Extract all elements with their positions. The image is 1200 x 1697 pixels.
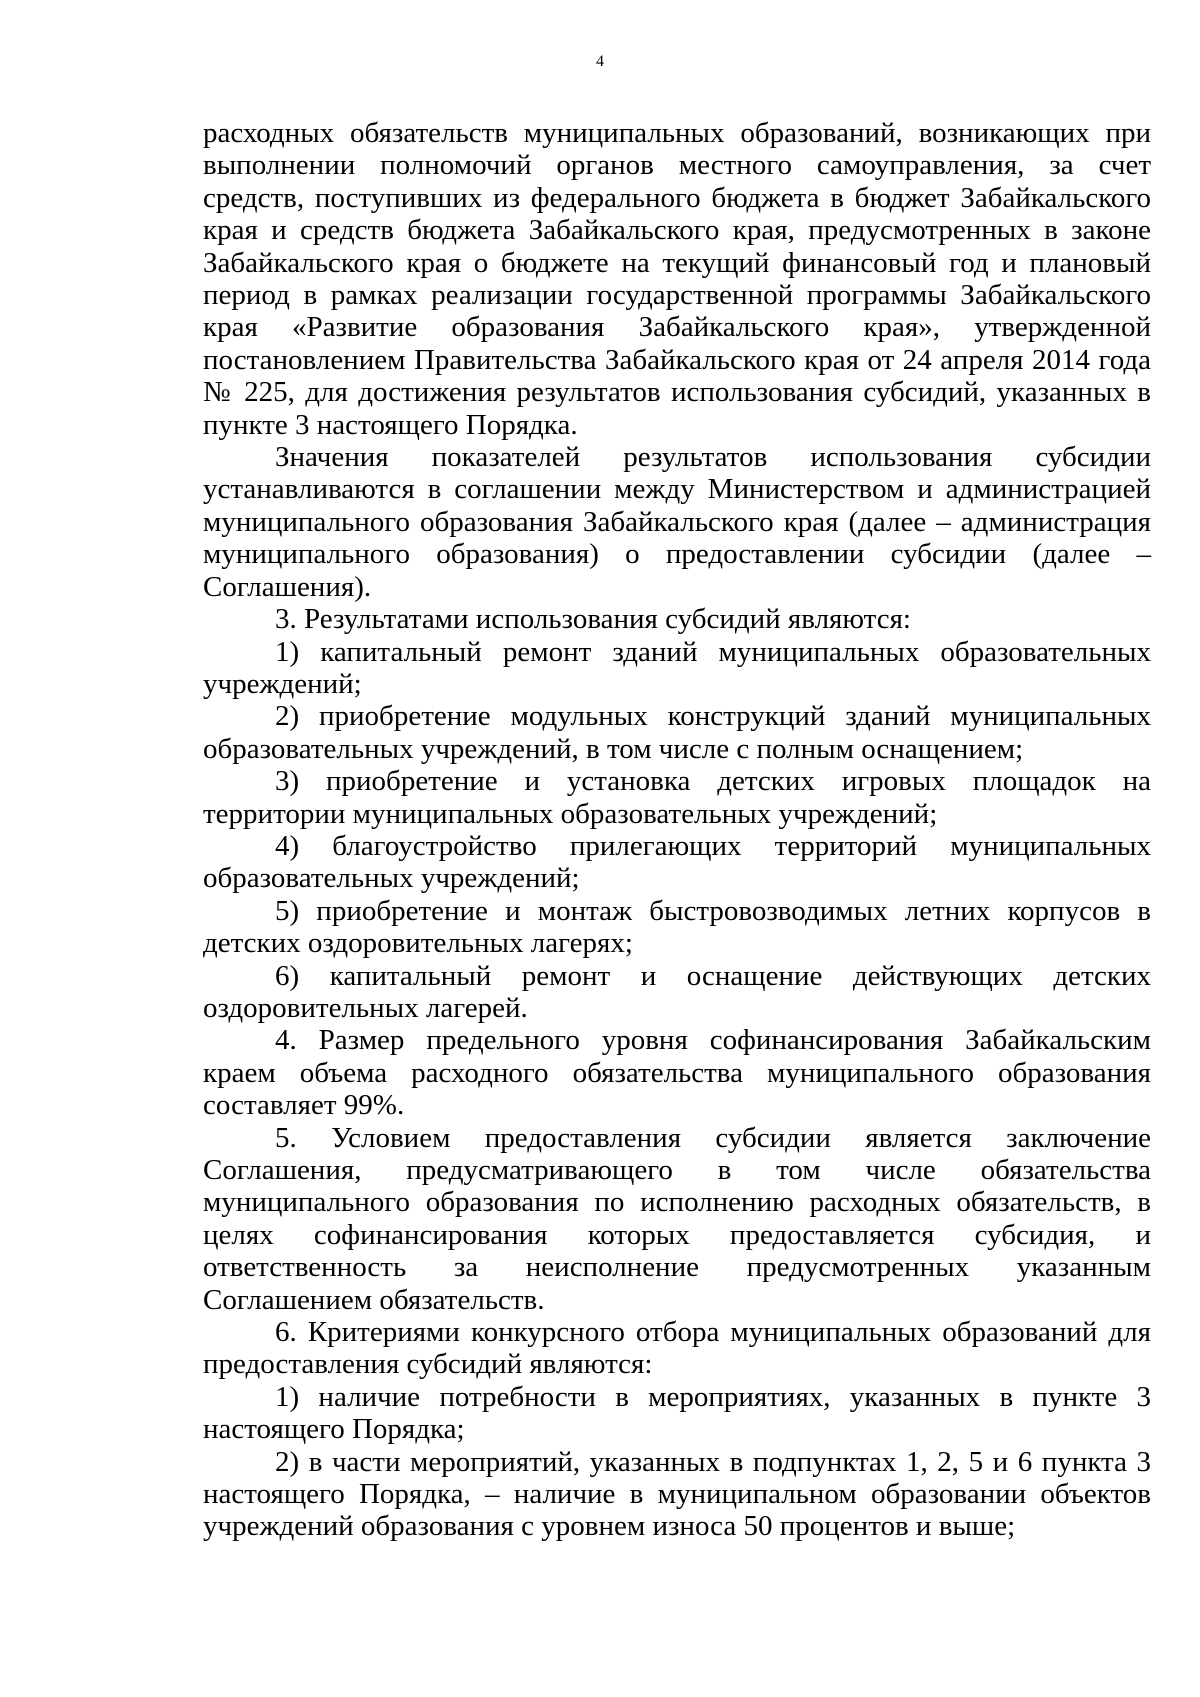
- paragraph-item-6-1: 1) наличие потребности в мероприятиях, указанных в пункте 3 настоящего Порядка;: [203, 1380, 1151, 1446]
- paragraph-item-3-1: 1) капитальный ремонт зданий муниципальных образовательных учреждений;: [203, 635, 1151, 700]
- paragraph-continuation: расходных обязательств муниципальных образований, возникающих при выполнении полномочий органов местного самоуправления, за счет средств, поступивших из федерального бюджета в бюджет Забайкальского края и средств бюджета Забайкальского края, предусмотренных в законе Забайкальского края о бюджете на текущий финансовый год и плановый период в рамках реализации государственной программы Забайкальского края «Развитие образования Забайкальского края», утвержденной постановлением Правительства Забайкальского края от 24 апреля 2014 года № 225, для достижения результатов использования субсидий, указанных в пункте 3 настоящего Порядка.: [203, 117, 1151, 441]
- paragraph-item-3-3: 3) приобретение и установка детских игровых площадок на территории муниципальных образовательных учреждений;: [203, 765, 1151, 830]
- paragraph-item-3-6: 6) капитальный ремонт и оснащение действующих детских оздоровительных лагерей.: [203, 959, 1151, 1024]
- paragraph-item-3-2: 2) приобретение модульных конструкций зданий муниципальных образовательных учреждений, в том числе с полным оснащением;: [203, 700, 1151, 765]
- paragraph-item-4: 4. Размер предельного уровня софинансирования Забайкальским краем объема расходного обязательства муниципального образования составляет 99%.: [203, 1024, 1151, 1122]
- paragraph-item-3-4: 4) благоустройство прилегающих территорий муниципальных образовательных учреждений;: [203, 829, 1151, 895]
- paragraph-indicator-values: Значения показателей результатов использования субсидии устанавливаются в соглашении между Министерством и администрацией муниципального образования Забайкальского края (далее – администрация муниципального образования) о предоставлении субсидии (далее – Соглашения).: [203, 441, 1151, 603]
- paragraph-item-6-2: 2) в части мероприятий, указанных в подпунктах 1, 2, 5 и 6 пункта 3 настоящего Порядка, – наличие в муниципальном образовании объектов учреждений образования с уровнем износа 50 процентов и выше;: [203, 1445, 1151, 1543]
- paragraph-item-3: 3. Результатами использования субсидий являются:: [275, 603, 911, 636]
- page-number: 4: [596, 53, 604, 70]
- paragraph-item-6: 6. Критериями конкурсного отбора муниципальных образований для предоставления субсидий являются:: [203, 1316, 1151, 1381]
- paragraph-item-5: 5. Условием предоставления субсидии является заключение Соглашения, предусматривающего в том числе обязательства муниципального образования по исполнению расходных обязательств, в целях софинансирования которых предоставляется субсидия, и ответственность за неисполнение предусмотренных указанным Соглашением обязательств.: [203, 1121, 1151, 1316]
- paragraph-item-3-5: 5) приобретение и монтаж быстровозводимых летних корпусов в детских оздоровительных лагерях;: [203, 894, 1151, 960]
- document-body: [203, 117, 1151, 1543]
